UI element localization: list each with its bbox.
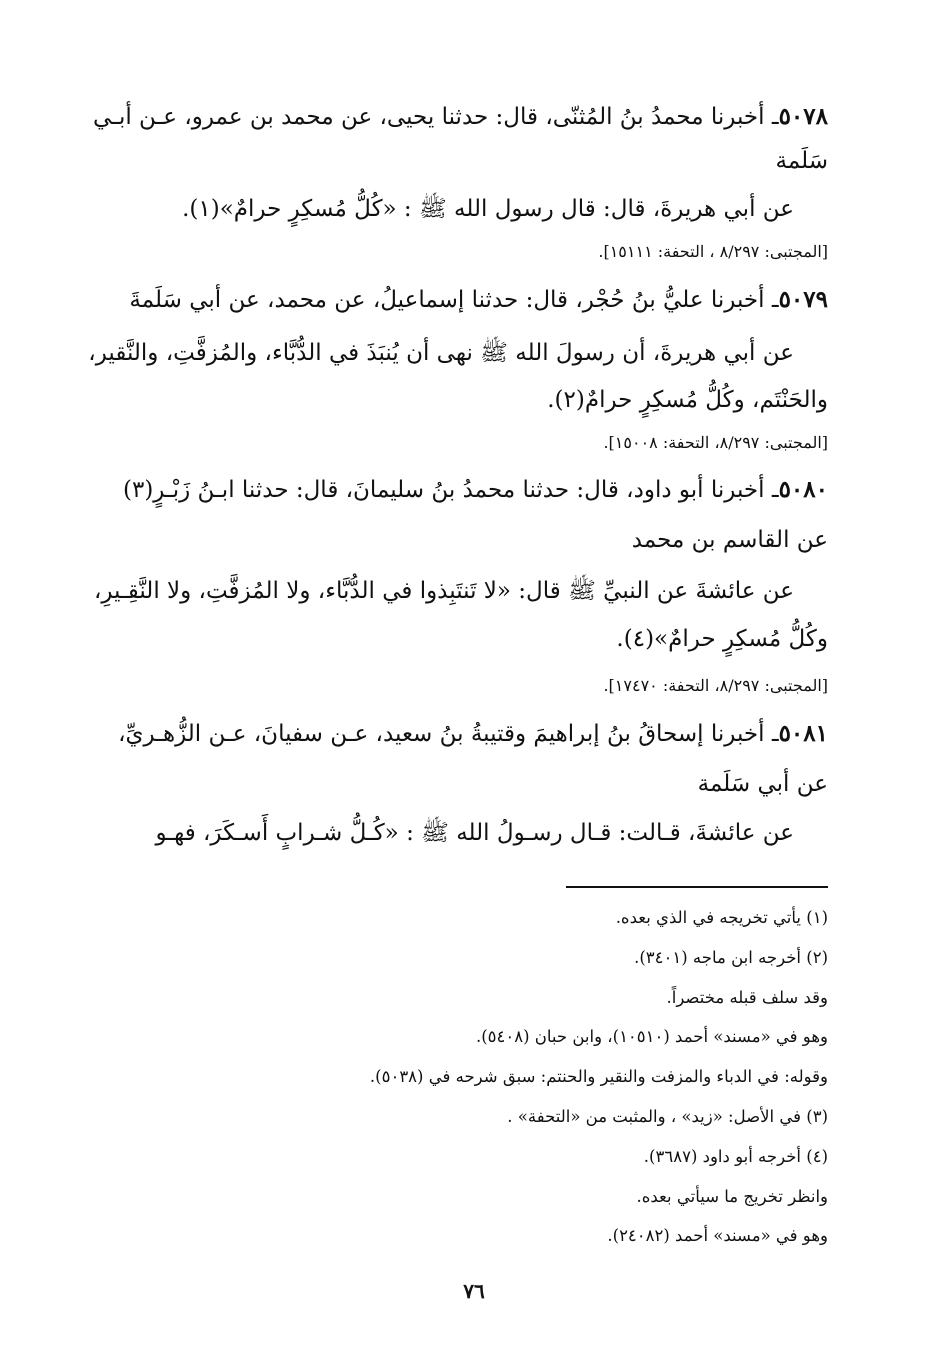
- hadith-text: ـ أخبرنا عليُّ بنُ حُجْر، قال: حدثنا إسماعيلُ، عن محمد، عن أبي سَلَمةَ: [129, 287, 779, 313]
- footnote-4-note-b: وهو في «مسند» أحمد (٢٤٠٨٢).: [607, 1226, 828, 1245]
- hadith-5080-line-3: عن عائشةَ عن النبيِّ ﷺ قال: «لا تَنتَبِذوا في الدُّبَّاء، ولا المُزفَّتِ، ولا النَّقِـيرِ،: [93, 578, 794, 604]
- hadith-5078-line-1: [93, 100, 828, 134]
- footnote-2: (٢) أخرجه ابن ماجه (٣٤٠١).: [634, 948, 828, 967]
- footnote-4: (٤) أخرجه أبو داود (٣٦٨٧).: [643, 1147, 828, 1166]
- page-number: ٧٦: [463, 1279, 485, 1303]
- hadith-5080-line-4: وكُلُّ مُسكِرٍ حرامٌ»(٤).: [616, 626, 828, 652]
- hadith-5079-line-3: والحَنْتَم، وكُلُّ مُسكِرٍ حرامٌ(٢).: [547, 387, 828, 413]
- footnote-2-note-b: وهو في «مسند» أحمد (١٠٥١٠)، وابن حبان (٥٤٠٨).: [475, 1027, 828, 1046]
- hadith-5078-line-2: سَلَمة: [775, 148, 828, 174]
- hadith-5081-line-3: عن عائشةَ، قـالت: قـال رسـولُ الله ﷺ : «كُـلُّ شـرابٍ أَسـكَرَ، فهـو: [155, 820, 794, 846]
- hadith-5080-ref: [المجتبى: ٨/٢٩٧، التحفة: ١٧٤٧٠].: [603, 676, 828, 695]
- hadith-text: ـ أخبرنا إسحاقُ بنُ إبراهيمَ وقتيبةُ بنُ سعيد، عـن سفيانَ، عـن الزُّهـريِّ،: [118, 721, 779, 747]
- hadith-5079-ref: [المجتبى: ٨/٢٩٧، التحفة: ١٥٠٠٨].: [603, 433, 828, 452]
- hadith-number: ٥٠٧٨: [778, 103, 828, 130]
- footnote-2-note-c: وقوله: في الدباء والمزفت والنقير والحنتم: سبق شرحه في (٥٠٣٨).: [369, 1067, 828, 1086]
- footnote-4-note-a: وانظر تخريج ما سيأتي بعده.: [636, 1187, 828, 1206]
- hadith-5078-ref: [المجتبى: ٨/٢٩٧ ، التحفة: ١٥١١١].: [598, 242, 828, 261]
- hadith-5080-line-2: عن القاسم بن محمد: [631, 527, 828, 553]
- hadith-5079-line-1: [129, 283, 828, 317]
- hadith-5079-line-2: عن أبي هريرةَ، أن رسولَ الله ﷺ نهى أن يُنبَذَ في الدُّبَّاء، والمُزفَّتِ، والنَّقير،: [88, 340, 794, 366]
- hadith-5081-line-1: [118, 717, 828, 751]
- footnote-separator: [566, 886, 828, 888]
- hadith-number: ٥٠٨٠: [778, 476, 828, 503]
- hadith-text: ـ أخبرنا محمدُ بنُ المُثنّى، قال: حدثنا يحيى، عن محمد بن عمرو، عـن أبـي: [93, 104, 779, 130]
- footnote-3: (٣) في الأصل: «زيد» ، والمثبت من «التحفة» .: [507, 1107, 828, 1126]
- footnote-1: (١) يأتي تخريجه في الذي بعده.: [615, 908, 828, 927]
- hadith-text: ـ أخبرنا أبو داود، قال: حدثنا محمدُ بنُ سليمانَ، قال: حدثنا ابـنُ زَبْـرٍ(٣): [122, 477, 779, 503]
- hadith-5078-line-3: عن أبي هريرةَ، قال: قال رسول الله ﷺ : «كُلُّ مُسكِرٍ حرامٌ»(١).: [182, 196, 794, 222]
- footnote-2-note-a: وقد سلف قبله مختصراً.: [666, 988, 828, 1007]
- hadith-5081-line-2: عن أبي سَلَمة: [697, 771, 828, 797]
- hadith-number: ٥٠٨١: [778, 720, 828, 747]
- hadith-5080-line-1: [123, 473, 828, 507]
- hadith-number: ٥٠٧٩: [778, 286, 828, 313]
